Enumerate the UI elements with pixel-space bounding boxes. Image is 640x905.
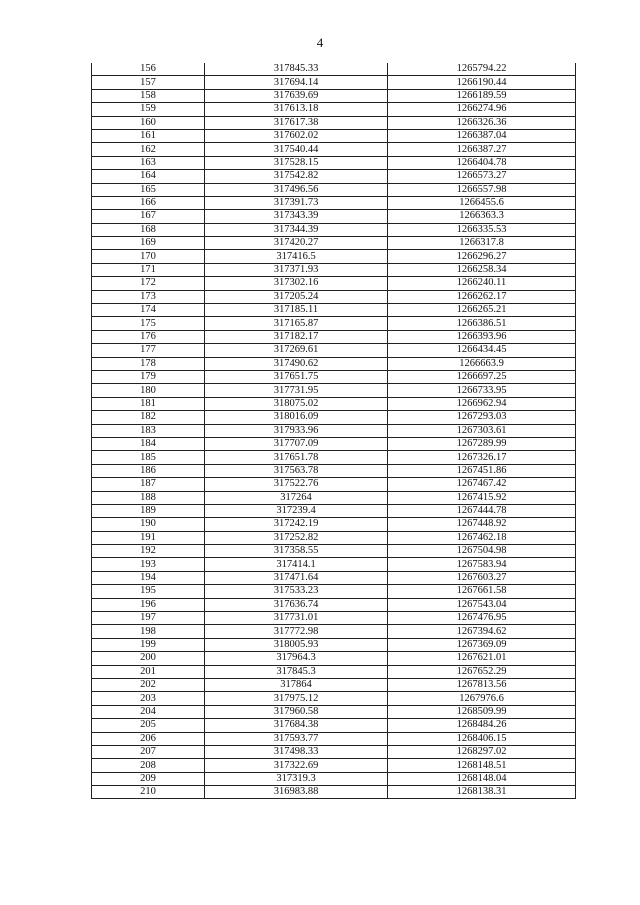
x-coordinate-cell: 317269.61	[205, 344, 388, 357]
y-coordinate-cell: 1268148.04	[388, 772, 576, 785]
x-coordinate-cell: 318075.02	[205, 397, 388, 410]
point-number-cell: 181	[92, 397, 205, 410]
table-row	[92, 384, 576, 397]
point-number-cell: 156	[92, 63, 205, 76]
y-coordinate-cell: 1266573.27	[388, 170, 576, 183]
y-coordinate-cell: 1266455.6	[388, 196, 576, 209]
table-row	[92, 732, 576, 745]
table-row	[92, 129, 576, 142]
point-number-cell: 177	[92, 344, 205, 357]
point-number-cell: 208	[92, 759, 205, 772]
x-coordinate-cell: 317322.69	[205, 759, 388, 772]
table-row	[92, 317, 576, 330]
y-coordinate-cell: 1267661.58	[388, 585, 576, 598]
y-coordinate-cell: 1266258.34	[388, 263, 576, 276]
table-row	[92, 625, 576, 638]
y-coordinate-cell: 1268406.15	[388, 732, 576, 745]
y-coordinate-cell: 1268138.31	[388, 786, 576, 799]
table-row	[92, 344, 576, 357]
table-row	[92, 692, 576, 705]
point-number-cell: 192	[92, 545, 205, 558]
point-number-cell: 164	[92, 170, 205, 183]
point-number-cell: 170	[92, 250, 205, 263]
point-number-cell: 185	[92, 451, 205, 464]
point-number-cell: 183	[92, 424, 205, 437]
table-row	[92, 237, 576, 250]
table-row	[92, 424, 576, 437]
x-coordinate-cell: 317960.58	[205, 705, 388, 718]
y-coordinate-cell: 1266557.98	[388, 183, 576, 196]
y-coordinate-cell: 1267583.94	[388, 558, 576, 571]
point-number-cell: 189	[92, 504, 205, 517]
y-coordinate-cell: 1267451.86	[388, 464, 576, 477]
x-coordinate-cell: 318005.93	[205, 638, 388, 651]
table-row	[92, 103, 576, 116]
point-number-cell: 160	[92, 116, 205, 129]
table-row	[92, 223, 576, 236]
x-coordinate-cell: 317471.64	[205, 571, 388, 584]
x-coordinate-cell: 317707.09	[205, 437, 388, 450]
y-coordinate-cell: 1266387.27	[388, 143, 576, 156]
table-row	[92, 464, 576, 477]
table-row	[92, 652, 576, 665]
y-coordinate-cell: 1267293.03	[388, 411, 576, 424]
x-coordinate-cell: 317185.11	[205, 304, 388, 317]
point-number-cell: 207	[92, 745, 205, 758]
point-number-cell: 157	[92, 76, 205, 89]
table-row	[92, 531, 576, 544]
table-row	[92, 89, 576, 102]
point-number-cell: 200	[92, 652, 205, 665]
point-number-cell: 194	[92, 571, 205, 584]
table-row	[92, 196, 576, 209]
point-number-cell: 193	[92, 558, 205, 571]
table-row	[92, 585, 576, 598]
y-coordinate-cell: 1266434.45	[388, 344, 576, 357]
y-coordinate-cell: 1267813.56	[388, 678, 576, 691]
table-row	[92, 411, 576, 424]
table-row	[92, 76, 576, 89]
point-number-cell: 205	[92, 719, 205, 732]
x-coordinate-cell: 317964.3	[205, 652, 388, 665]
point-number-cell: 171	[92, 263, 205, 276]
table-row	[92, 745, 576, 758]
page-number: 4	[316, 35, 324, 50]
x-coordinate-cell: 317205.24	[205, 290, 388, 303]
y-coordinate-cell: 1266393.96	[388, 330, 576, 343]
table-row	[92, 116, 576, 129]
point-number-cell: 173	[92, 290, 205, 303]
x-coordinate-cell: 317639.69	[205, 89, 388, 102]
x-coordinate-cell: 317522.76	[205, 478, 388, 491]
x-coordinate-cell: 317772.98	[205, 625, 388, 638]
x-coordinate-cell: 317252.82	[205, 531, 388, 544]
point-number-cell: 210	[92, 786, 205, 799]
x-coordinate-cell: 317694.14	[205, 76, 388, 89]
point-number-cell: 161	[92, 129, 205, 142]
table-row	[92, 210, 576, 223]
point-number-cell: 159	[92, 103, 205, 116]
x-coordinate-cell: 317420.27	[205, 237, 388, 250]
y-coordinate-cell: 1266296.27	[388, 250, 576, 263]
x-coordinate-cell: 317613.18	[205, 103, 388, 116]
table-row	[92, 665, 576, 678]
table-row	[92, 183, 576, 196]
point-number-cell: 163	[92, 156, 205, 169]
y-coordinate-cell: 1266387.04	[388, 129, 576, 142]
table-row	[92, 759, 576, 772]
y-coordinate-cell: 1267289.99	[388, 437, 576, 450]
table-row	[92, 719, 576, 732]
point-number-cell: 176	[92, 330, 205, 343]
y-coordinate-cell: 1267543.04	[388, 598, 576, 611]
table-row	[92, 370, 576, 383]
table-row	[92, 612, 576, 625]
point-number-cell: 179	[92, 370, 205, 383]
x-coordinate-cell: 317617.38	[205, 116, 388, 129]
x-coordinate-cell: 317602.02	[205, 129, 388, 142]
table-row	[92, 397, 576, 410]
x-coordinate-cell: 317498.33	[205, 745, 388, 758]
y-coordinate-cell: 1267303.61	[388, 424, 576, 437]
point-number-cell: 167	[92, 210, 205, 223]
point-number-cell: 186	[92, 464, 205, 477]
y-coordinate-cell: 1266274.96	[388, 103, 576, 116]
x-coordinate-cell: 317533.23	[205, 585, 388, 598]
table-row	[92, 518, 576, 531]
table-row	[92, 277, 576, 290]
y-coordinate-cell: 1266262.17	[388, 290, 576, 303]
x-coordinate-cell: 317165.87	[205, 317, 388, 330]
y-coordinate-cell: 1266697.25	[388, 370, 576, 383]
table-row	[92, 250, 576, 263]
y-coordinate-cell: 1266663.9	[388, 357, 576, 370]
x-coordinate-cell: 317344.39	[205, 223, 388, 236]
y-coordinate-cell: 1268484.26	[388, 719, 576, 732]
x-coordinate-cell: 317845.3	[205, 665, 388, 678]
y-coordinate-cell: 1266386.51	[388, 317, 576, 330]
x-coordinate-cell: 317636.74	[205, 598, 388, 611]
point-number-cell: 197	[92, 612, 205, 625]
table-row	[92, 290, 576, 303]
y-coordinate-cell: 1266189.59	[388, 89, 576, 102]
y-coordinate-cell: 1267976.6	[388, 692, 576, 705]
y-coordinate-cell: 1266190.44	[388, 76, 576, 89]
y-coordinate-cell: 1266326.36	[388, 116, 576, 129]
point-number-cell: 165	[92, 183, 205, 196]
y-coordinate-cell: 1267603.27	[388, 571, 576, 584]
x-coordinate-cell: 317845.33	[205, 63, 388, 76]
y-coordinate-cell: 1267444.78	[388, 504, 576, 517]
y-coordinate-cell: 1267462.18	[388, 531, 576, 544]
y-coordinate-cell: 1267415.92	[388, 491, 576, 504]
y-coordinate-cell: 1267369.09	[388, 638, 576, 651]
y-coordinate-cell: 1266240.11	[388, 277, 576, 290]
y-coordinate-cell: 1267621.01	[388, 652, 576, 665]
y-coordinate-cell: 1267467.42	[388, 478, 576, 491]
coordinates-table	[91, 63, 576, 799]
point-number-cell: 195	[92, 585, 205, 598]
point-number-cell: 191	[92, 531, 205, 544]
point-number-cell: 187	[92, 478, 205, 491]
y-coordinate-cell: 1265794.22	[388, 63, 576, 76]
point-number-cell: 175	[92, 317, 205, 330]
y-coordinate-cell: 1267448.92	[388, 518, 576, 531]
y-coordinate-cell: 1268148.51	[388, 759, 576, 772]
table-row	[92, 478, 576, 491]
x-coordinate-cell: 317933.96	[205, 424, 388, 437]
table-body	[92, 63, 576, 799]
x-coordinate-cell: 316983.88	[205, 786, 388, 799]
point-number-cell: 158	[92, 89, 205, 102]
x-coordinate-cell: 317540.44	[205, 143, 388, 156]
table-row	[92, 598, 576, 611]
x-coordinate-cell: 317593.77	[205, 732, 388, 745]
x-coordinate-cell: 317528.15	[205, 156, 388, 169]
point-number-cell: 182	[92, 411, 205, 424]
point-number-cell: 169	[92, 237, 205, 250]
point-number-cell: 168	[92, 223, 205, 236]
point-number-cell: 206	[92, 732, 205, 745]
point-number-cell: 174	[92, 304, 205, 317]
x-coordinate-cell: 317563.78	[205, 464, 388, 477]
x-coordinate-cell: 317651.75	[205, 370, 388, 383]
point-number-cell: 178	[92, 357, 205, 370]
x-coordinate-cell: 317391.73	[205, 196, 388, 209]
table-row	[92, 156, 576, 169]
y-coordinate-cell: 1267504.98	[388, 545, 576, 558]
x-coordinate-cell: 317302.16	[205, 277, 388, 290]
point-number-cell: 209	[92, 772, 205, 785]
point-number-cell: 203	[92, 692, 205, 705]
y-coordinate-cell: 1267394.62	[388, 625, 576, 638]
x-coordinate-cell: 317864	[205, 678, 388, 691]
table-row	[92, 705, 576, 718]
point-number-cell: 199	[92, 638, 205, 651]
table-row	[92, 772, 576, 785]
x-coordinate-cell: 317731.01	[205, 612, 388, 625]
x-coordinate-cell: 317651.78	[205, 451, 388, 464]
y-coordinate-cell: 1266335.53	[388, 223, 576, 236]
y-coordinate-cell: 1266317.8	[388, 237, 576, 250]
point-number-cell: 190	[92, 518, 205, 531]
x-coordinate-cell: 317319.3	[205, 772, 388, 785]
point-number-cell: 196	[92, 598, 205, 611]
table-row	[92, 558, 576, 571]
x-coordinate-cell: 317490.62	[205, 357, 388, 370]
y-coordinate-cell: 1266404.78	[388, 156, 576, 169]
y-coordinate-cell: 1267326.17	[388, 451, 576, 464]
x-coordinate-cell: 317358.55	[205, 545, 388, 558]
table-row	[92, 678, 576, 691]
y-coordinate-cell: 1267476.95	[388, 612, 576, 625]
y-coordinate-cell: 1266733.95	[388, 384, 576, 397]
x-coordinate-cell: 317542.82	[205, 170, 388, 183]
y-coordinate-cell: 1267652.29	[388, 665, 576, 678]
point-number-cell: 184	[92, 437, 205, 450]
x-coordinate-cell: 318016.09	[205, 411, 388, 424]
table-row	[92, 263, 576, 276]
point-number-cell: 162	[92, 143, 205, 156]
table-row	[92, 638, 576, 651]
point-number-cell: 188	[92, 491, 205, 504]
table-row	[92, 571, 576, 584]
x-coordinate-cell: 317414.1	[205, 558, 388, 571]
point-number-cell: 180	[92, 384, 205, 397]
table-row	[92, 786, 576, 799]
x-coordinate-cell: 317496.56	[205, 183, 388, 196]
x-coordinate-cell: 317975.12	[205, 692, 388, 705]
table-row	[92, 170, 576, 183]
x-coordinate-cell: 317416.5	[205, 250, 388, 263]
point-number-cell: 201	[92, 665, 205, 678]
x-coordinate-cell: 317182.17	[205, 330, 388, 343]
x-coordinate-cell: 317242.19	[205, 518, 388, 531]
table-row	[92, 491, 576, 504]
y-coordinate-cell: 1268297.02	[388, 745, 576, 758]
table-row	[92, 330, 576, 343]
point-number-cell: 202	[92, 678, 205, 691]
y-coordinate-cell: 1266962.94	[388, 397, 576, 410]
point-number-cell: 166	[92, 196, 205, 209]
table-row	[92, 451, 576, 464]
y-coordinate-cell: 1266265.21	[388, 304, 576, 317]
x-coordinate-cell: 317239.4	[205, 504, 388, 517]
x-coordinate-cell: 317343.39	[205, 210, 388, 223]
table-row	[92, 357, 576, 370]
point-number-cell: 204	[92, 705, 205, 718]
table-row	[92, 63, 576, 76]
point-number-cell: 172	[92, 277, 205, 290]
y-coordinate-cell: 1266363.3	[388, 210, 576, 223]
point-number-cell: 198	[92, 625, 205, 638]
table-row	[92, 143, 576, 156]
x-coordinate-cell: 317731.95	[205, 384, 388, 397]
table-row	[92, 545, 576, 558]
table-row	[92, 504, 576, 517]
table-row	[92, 304, 576, 317]
x-coordinate-cell: 317684.38	[205, 719, 388, 732]
table-row	[92, 437, 576, 450]
x-coordinate-cell: 317371.93	[205, 263, 388, 276]
y-coordinate-cell: 1268509.99	[388, 705, 576, 718]
x-coordinate-cell: 317264	[205, 491, 388, 504]
